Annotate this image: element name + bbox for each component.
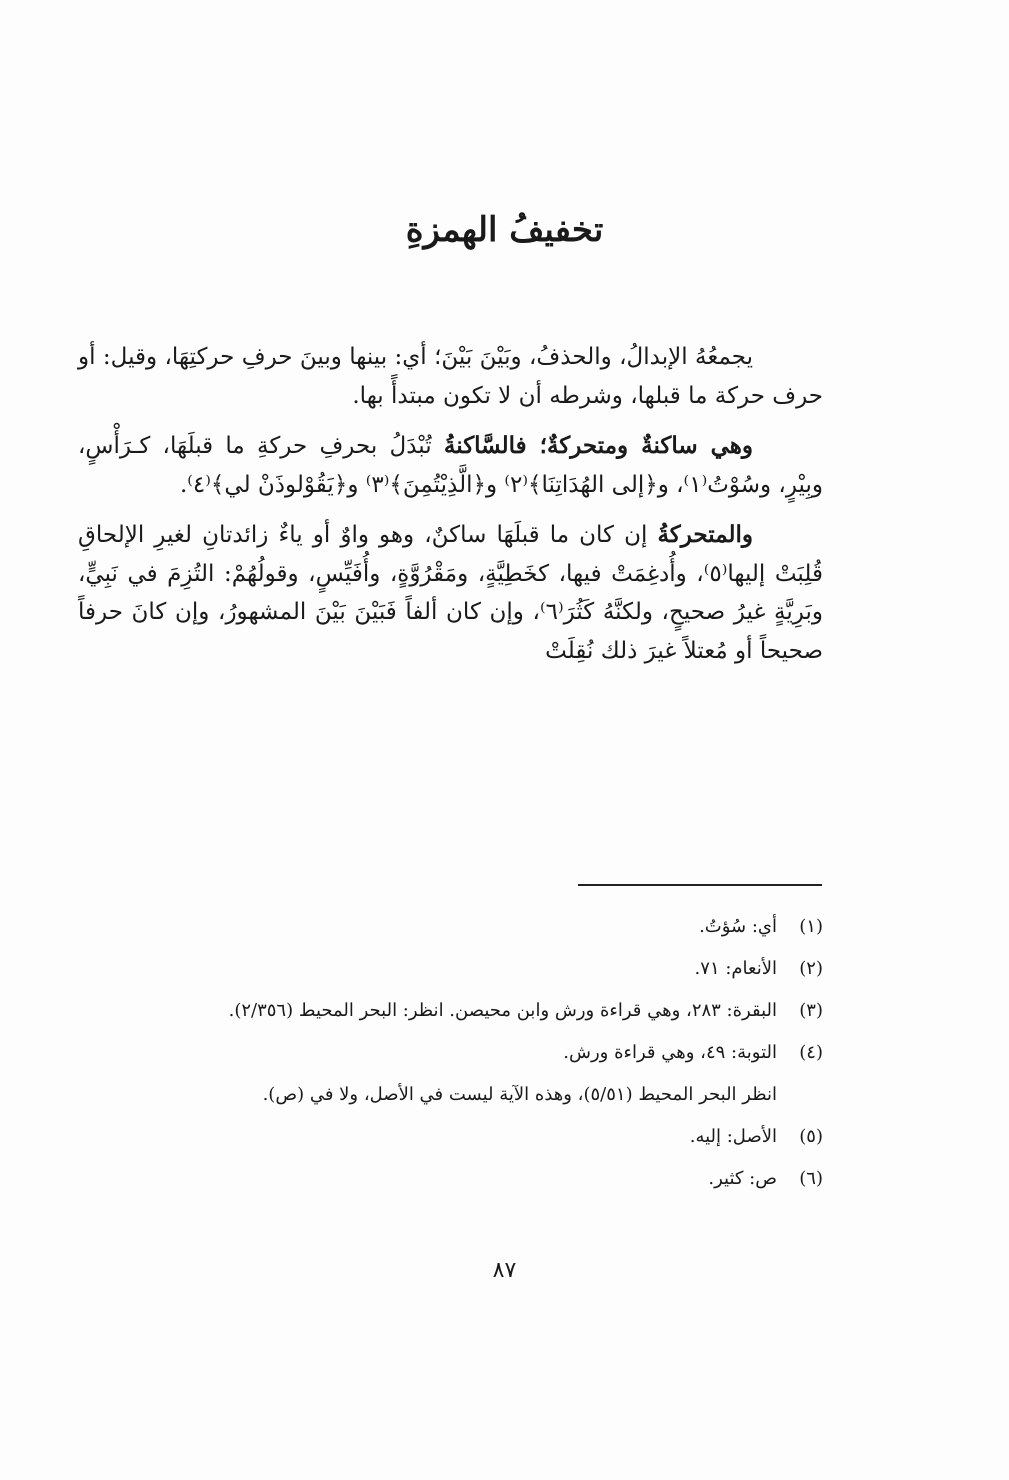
footnote-number: (٤) <box>799 1042 823 1063</box>
footnote-text: البقرة: ٢٨٣، وهي قراءة ورش وابن محيصن. انظر: البحر المحيط (٢/٣٥٦). <box>228 1000 777 1021</box>
paragraph-2 <box>78 427 823 504</box>
chapter-title: تخفيفُ الهمزةِ <box>405 210 604 250</box>
page-number: ٨٧ <box>492 1258 517 1283</box>
paragraph-1 <box>78 338 823 415</box>
footnote-text: الأنعام: ٧١. <box>694 958 777 979</box>
footnote-4 <box>78 1032 823 1074</box>
footnote-5 <box>78 1116 823 1158</box>
paragraph-lead: والمتحركةُ <box>657 521 753 548</box>
footnote-number: (١) <box>799 916 823 937</box>
paragraph-lead: وهي ساكنةٌ ومتحركةٌ؛ فالسَّاكنةُ <box>443 432 753 459</box>
footnote-1 <box>78 906 823 948</box>
main-text <box>78 338 823 682</box>
footnote-3 <box>78 990 823 1032</box>
footnote-text: الأصل: إليه. <box>689 1126 777 1147</box>
footnote-separator <box>578 884 822 886</box>
footnote-number: (٦) <box>799 1168 823 1189</box>
footnote-text: التوبة: ٤٩، وهي قراءة ورش. <box>563 1042 777 1063</box>
footnote-number: (٢) <box>799 958 823 979</box>
footnote-6 <box>78 1158 823 1200</box>
paragraph-text: تُبْدَلُ بحرفِ حركةِ ما قبلَهَا، كـرَأْسٍ، وبِيْرٍ، وسُوْتُ⁽١⁾، و﴿إلى الهُدَاتِنَا﴾⁽٢⁾ و﴿الَّذِيْتُمِنَ﴾⁽٣⁾ و﴿يَقُوْلوذَنْ لي﴾⁽٤⁾. <box>78 433 823 498</box>
footnote-2 <box>78 948 823 990</box>
footnote-text: انظر البحر المحيط (٥/٥١)، وهذه الآية ليست في الأصل، ولا في (ص). <box>262 1084 777 1105</box>
paragraph-text: إن كان ما قبلَهَا ساكنٌ، وهو واوٌ أو ياءٌ زائدتانِ لغيرِ الإلحاقِ قُلِبَتْ إليها⁽٥⁾، وأُدغِمَتْ فيها، كخَطِيَّةٍ، ومَقْرُوَّةٍ، وأُفَيِّسٍ، وقولُهُمْ: التُزِمَ في نَبِيٍّ، وبَرِيَّةٍ غيرُ صحيحٍ، ولكنَّهُ كَثُرَ⁽٦⁾، وإن كان ألفاً فَبَيْنَ بَيْنَ المشهورُ، وإن كانَ حرفاً صحيحاً أو مُعتلاً غيرَ ذلك نُقِلَتْ <box>78 522 823 664</box>
footnote-4-continuation <box>78 1074 823 1116</box>
footnote-number: (٥) <box>799 1126 823 1147</box>
footnotes <box>78 906 823 1200</box>
footnote-number: (٣) <box>799 1000 823 1021</box>
paragraph-text: يجمعُهُ الإبدالُ، والحذفُ، وبَيْنَ بَيْنَ؛ أي: بينها وبينَ حرفِ حركتِهَا، وقيل: أو حرف حركة ما قبلها، وشرطه أن لا تكون مبتدأً بها. <box>78 344 823 409</box>
footnote-text: أي: سُؤتُ. <box>699 916 777 937</box>
footnote-text: ص: كثير. <box>708 1168 777 1189</box>
paragraph-3 <box>78 516 823 670</box>
